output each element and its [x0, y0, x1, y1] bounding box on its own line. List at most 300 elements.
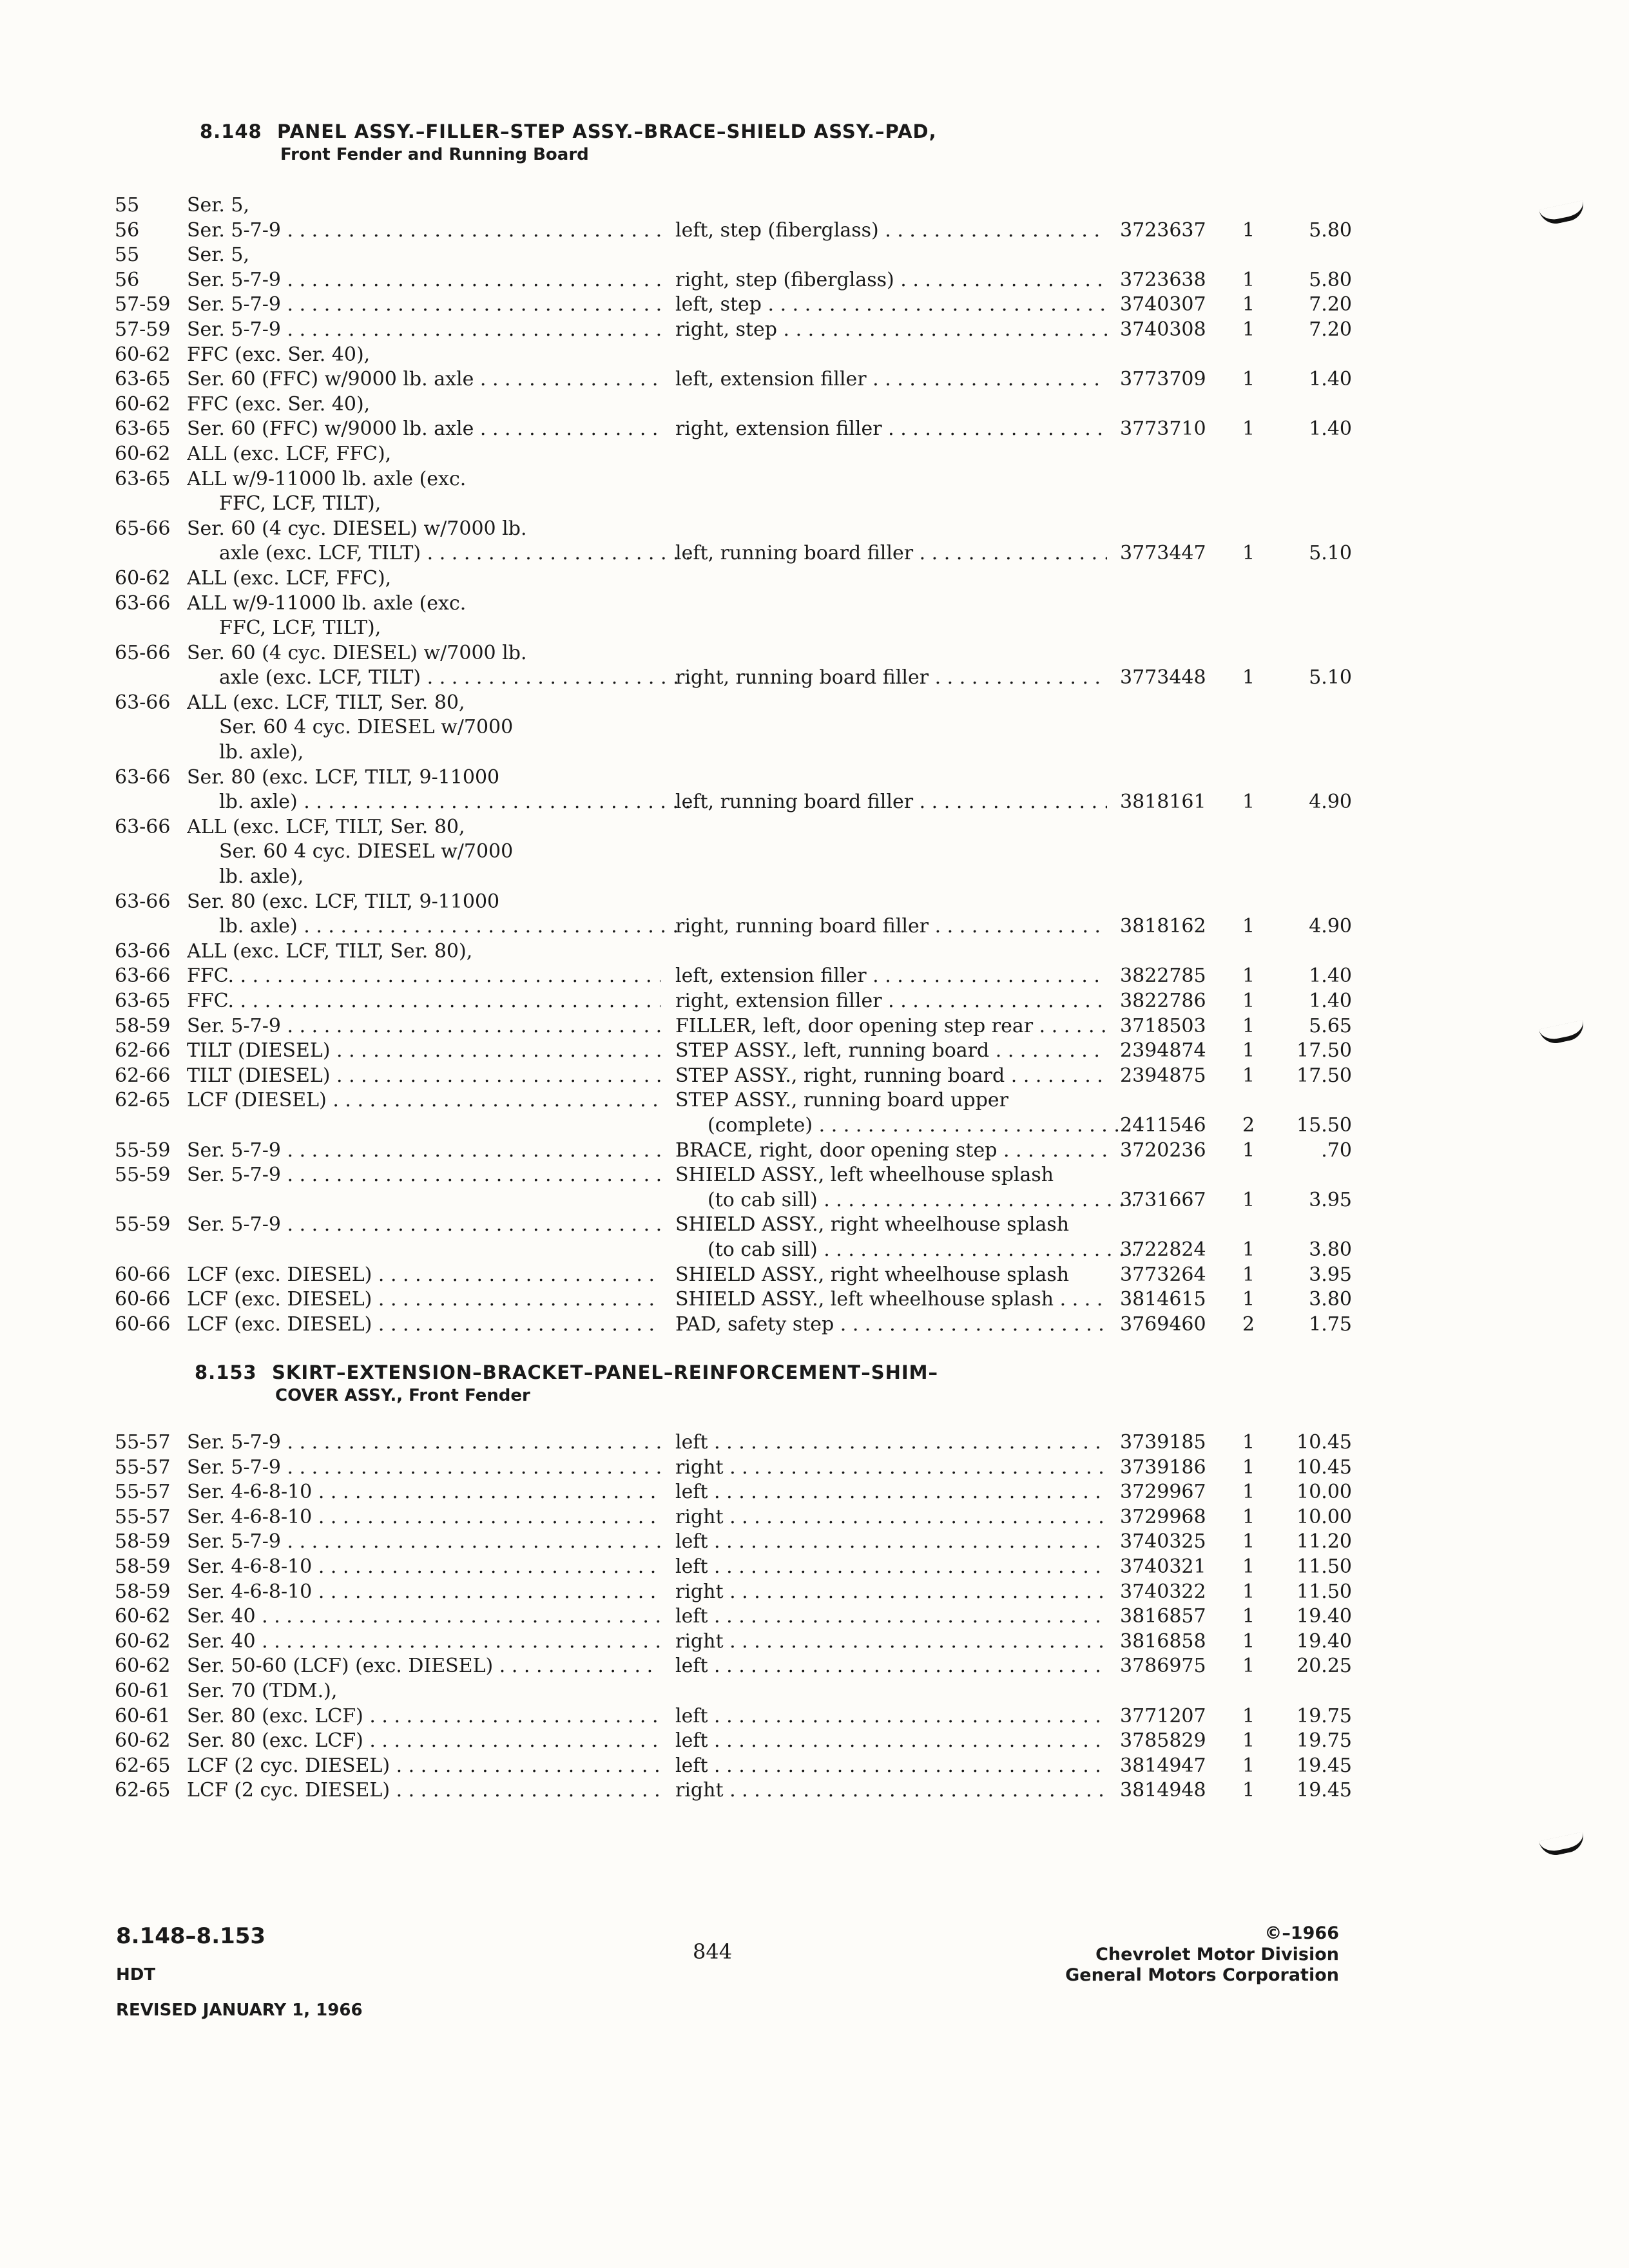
- table-row: [115, 1654, 1352, 1679]
- quantity-cell: 1: [1242, 1039, 1255, 1062]
- year-cell: 58-59: [115, 1530, 171, 1553]
- year-cell: 63-65: [115, 418, 171, 441]
- table-row: [115, 1088, 1268, 1113]
- description-cell: right, running board filler . . .: [675, 914, 1107, 939]
- model-cell: ALL w/9-11000 lb. axle (exc.: [187, 467, 467, 490]
- part-number-cell: 3731667: [1120, 1188, 1206, 1211]
- year-cell: 55-59: [115, 1213, 171, 1236]
- quantity-cell: 1: [1242, 915, 1255, 938]
- page-number: 844: [693, 1939, 733, 1964]
- table-row: [115, 591, 1268, 617]
- year-cell: 60-62: [115, 566, 171, 590]
- table-row: [115, 193, 1268, 218]
- quantity-cell: 1: [1242, 1530, 1255, 1553]
- table-row: [115, 989, 1352, 1014]
- part-number-cell: 3773447: [1120, 542, 1206, 565]
- price-cell: 11.50: [1296, 1580, 1352, 1603]
- price-cell: 3.95: [1309, 1263, 1352, 1286]
- model-cell: Ser. 5-7-9 . . .: [187, 1456, 660, 1481]
- price-cell: 3.95: [1309, 1188, 1352, 1211]
- year-cell: 60-61: [115, 1679, 171, 1702]
- quantity-cell: 2: [1242, 1113, 1255, 1137]
- description-cell: left . . .: [675, 1430, 1107, 1456]
- model-cell: Ser. 60 (FFC) w/9000 lb. axle . . .: [187, 417, 660, 442]
- model-cell: Ser. 40 . . .: [187, 1629, 660, 1655]
- description-cell: SHIELD ASSY., right wheelhouse splash: [675, 1213, 1070, 1236]
- parts-table-8-148: [115, 193, 1352, 1337]
- quantity-cell: 1: [1242, 1555, 1255, 1578]
- binding-mark: [1539, 1020, 1586, 1046]
- footer-range: 8.148–8.153: [116, 1923, 266, 1949]
- quantity-cell: 1: [1242, 1704, 1255, 1727]
- table-row: [115, 343, 1268, 368]
- table-row: [115, 1312, 1352, 1338]
- model-cell: lb. axle),: [219, 741, 304, 764]
- model-cell: TILT (DIESEL) . . .: [187, 1039, 660, 1064]
- year-cell: 63-65: [115, 467, 171, 490]
- model-cell: Ser. 4-6-8-10 . . .: [187, 1580, 660, 1605]
- model-cell: lb. axle) . . .: [187, 790, 693, 815]
- price-cell: 1.40: [1309, 990, 1352, 1012]
- table-row: [115, 541, 1352, 566]
- part-number-cell: 3818162: [1120, 915, 1206, 938]
- year-cell: 60-62: [115, 1729, 171, 1753]
- table-row: [115, 1139, 1352, 1164]
- year-cell: 60-62: [115, 392, 171, 416]
- table-row: [115, 865, 1268, 890]
- year-cell: 63-65: [115, 990, 171, 1012]
- price-cell: 3.80: [1309, 1288, 1352, 1311]
- description-cell: left, extension filler . . .: [675, 367, 1107, 392]
- model-cell: ALL (exc. LCF, FFC),: [187, 442, 392, 465]
- year-cell: 55-59: [115, 1139, 171, 1162]
- table-row: [115, 318, 1352, 343]
- quantity-cell: 1: [1242, 1188, 1255, 1211]
- model-cell: LCF (DIESEL) . . .: [187, 1088, 660, 1113]
- table-row: [115, 1213, 1268, 1238]
- table-row: [115, 1430, 1352, 1456]
- table-row: [115, 417, 1352, 442]
- year-cell: 60-61: [115, 1704, 171, 1727]
- description-cell: left . . .: [675, 1654, 1107, 1679]
- description-cell: right . . .: [675, 1505, 1107, 1530]
- footer-corp: General Motors Corporation: [1065, 1965, 1339, 1985]
- table-row: [115, 641, 1268, 666]
- year-cell: 60-62: [115, 1629, 171, 1653]
- year-cell: 60-62: [115, 343, 171, 366]
- model-cell: Ser. 4-6-8-10 . . .: [187, 1505, 660, 1530]
- year-cell: 63-66: [115, 939, 171, 963]
- year-cell: 62-65: [115, 1754, 171, 1777]
- quantity-cell: 1: [1242, 791, 1255, 814]
- table-row: [115, 790, 1352, 815]
- price-cell: 1.40: [1309, 368, 1352, 391]
- quantity-cell: 1: [1242, 1288, 1255, 1311]
- description-cell: SHIELD ASSY., right wheelhouse splash: [675, 1263, 1070, 1286]
- quantity-cell: 1: [1242, 1655, 1255, 1678]
- model-cell: ALL (exc. LCF, TILT, Ser. 80,: [187, 691, 465, 714]
- section-title-8-153: 8.153 SKIRT–EXTENSION–BRACKET–PANEL–REINFORCEMENT–SHIM– COVER ASSY., Front Fender: [195, 1361, 938, 1407]
- part-number-cell: 3740322: [1120, 1580, 1206, 1603]
- part-number-cell: 3816858: [1120, 1629, 1206, 1653]
- model-cell: axle (exc. LCF, TILT) . . .: [187, 666, 693, 691]
- part-number-cell: 3723637: [1120, 218, 1206, 242]
- description-cell: right, running board filler . . .: [675, 666, 1107, 691]
- model-cell: Ser. 4-6-8-10 . . .: [187, 1555, 660, 1580]
- model-cell: Ser. 5-7-9 . . .: [187, 1430, 660, 1456]
- year-cell: 60-66: [115, 1312, 171, 1336]
- part-number-cell: 3773448: [1120, 666, 1206, 689]
- year-cell: 58-59: [115, 1555, 171, 1578]
- price-cell: 19.45: [1296, 1754, 1352, 1777]
- part-number-cell: 3771207: [1120, 1704, 1206, 1727]
- part-number-cell: 3723638: [1120, 268, 1206, 291]
- price-cell: 10.45: [1296, 1456, 1352, 1479]
- quantity-cell: 1: [1242, 268, 1255, 291]
- table-row: [115, 1754, 1352, 1779]
- description-cell: left . . .: [675, 1704, 1107, 1729]
- year-cell: 63-66: [115, 591, 171, 615]
- table-row: [115, 1456, 1352, 1481]
- price-cell: 5.10: [1309, 666, 1352, 689]
- model-cell: Ser. 40 . . .: [187, 1604, 660, 1629]
- description-cell: left . . .: [675, 1480, 1107, 1505]
- description-cell: SHIELD ASSY., left wheelhouse splash: [675, 1164, 1054, 1187]
- table-row: [115, 890, 1268, 915]
- quantity-cell: 1: [1242, 1629, 1255, 1653]
- description-cell: PAD, safety step . . .: [675, 1312, 1107, 1338]
- model-cell: LCF (exc. DIESEL) . . .: [187, 1287, 660, 1312]
- model-cell: Ser. 5,: [187, 244, 250, 267]
- price-cell: 17.50: [1296, 1064, 1352, 1087]
- description-cell: right, step . . .: [675, 318, 1107, 343]
- table-row: [115, 566, 1268, 591]
- part-number-cell: 3816857: [1120, 1605, 1206, 1628]
- model-cell: Ser. 60 (4 cyc. DIESEL) w/7000 lb.: [187, 641, 527, 664]
- model-cell: ALL w/9-11000 lb. axle (exc.: [187, 591, 467, 615]
- year-cell: 60-66: [115, 1288, 171, 1311]
- model-cell: Ser. 60 (FFC) w/9000 lb. axle . . .: [187, 367, 660, 392]
- table-row: [115, 243, 1268, 268]
- price-cell: 5.80: [1309, 218, 1352, 242]
- section-title-8-148: 8.148 PANEL ASSY.–FILLER–STEP ASSY.–BRACE–SHIELD ASSY.–PAD, Front Fender and Running Board: [200, 120, 937, 166]
- table-row: [115, 691, 1268, 716]
- year-cell: 55-59: [115, 1164, 171, 1187]
- description-cell: STEP ASSY., right, running board . . .: [675, 1064, 1107, 1089]
- part-number-cell: 3822786: [1120, 990, 1206, 1012]
- year-cell: 65-66: [115, 517, 171, 540]
- model-cell: axle (exc. LCF, TILT) . . .: [187, 541, 693, 566]
- part-number-cell: 3740308: [1120, 318, 1206, 341]
- price-cell: 5.80: [1309, 268, 1352, 291]
- part-number-cell: 3814947: [1120, 1754, 1206, 1777]
- price-cell: 4.90: [1309, 915, 1352, 938]
- quantity-cell: 1: [1242, 368, 1255, 391]
- table-row: [115, 268, 1352, 293]
- part-number-cell: 3729968: [1120, 1505, 1206, 1528]
- table-row: [115, 442, 1268, 467]
- model-cell: Ser. 50-60 (LCF) (exc. DIESEL) . . .: [187, 1654, 660, 1679]
- description-cell: FILLER, left, door opening step rear . . .: [675, 1014, 1107, 1039]
- description-cell: BRACE, right, door opening step . . .: [675, 1139, 1107, 1164]
- year-cell: 62-66: [115, 1064, 171, 1087]
- quantity-cell: 1: [1242, 218, 1255, 242]
- part-number-cell: 3769460: [1120, 1312, 1206, 1336]
- part-number-cell: 3718503: [1120, 1014, 1206, 1037]
- quantity-cell: 1: [1242, 965, 1255, 988]
- quantity-cell: 1: [1242, 990, 1255, 1012]
- table-row: [115, 1480, 1352, 1505]
- description-cell: right . . .: [675, 1580, 1107, 1605]
- price-cell: 20.25: [1296, 1655, 1352, 1678]
- price-cell: 1.75: [1309, 1312, 1352, 1336]
- quantity-cell: 1: [1242, 1481, 1255, 1504]
- part-number-cell: 3773709: [1120, 368, 1206, 391]
- table-row: [115, 1729, 1352, 1754]
- table-row: [115, 1505, 1352, 1530]
- year-cell: 60-62: [115, 1605, 171, 1628]
- model-cell: FFC, LCF, TILT),: [219, 617, 381, 640]
- model-cell: LCF (2 cyc. DIESEL) . . .: [187, 1778, 660, 1803]
- part-number-cell: 3740307: [1120, 293, 1206, 316]
- table-row: [115, 1704, 1352, 1729]
- model-cell: lb. axle) . . .: [187, 914, 693, 939]
- description-cell: left . . .: [675, 1754, 1107, 1779]
- price-cell: 17.50: [1296, 1039, 1352, 1062]
- description-cell: left . . .: [675, 1555, 1107, 1580]
- quantity-cell: 1: [1242, 1505, 1255, 1528]
- year-cell: 63-65: [115, 368, 171, 391]
- quantity-cell: 1: [1242, 1580, 1255, 1603]
- table-row: [115, 293, 1352, 318]
- year-cell: 58-59: [115, 1580, 171, 1603]
- quantity-cell: 1: [1242, 1139, 1255, 1162]
- model-cell: Ser. 5-7-9 . . .: [187, 1530, 660, 1555]
- table-row: [115, 939, 1268, 965]
- price-cell: 19.75: [1296, 1704, 1352, 1727]
- model-cell: FFC, LCF, TILT),: [219, 492, 381, 515]
- price-cell: .70: [1321, 1139, 1352, 1162]
- price-cell: 15.50: [1296, 1113, 1352, 1137]
- part-number-cell: 3814948: [1120, 1779, 1206, 1802]
- price-cell: 5.10: [1309, 542, 1352, 565]
- price-cell: 4.90: [1309, 791, 1352, 814]
- description-cell: right, extension filler . . .: [675, 989, 1107, 1014]
- year-cell: 60-62: [115, 1655, 171, 1678]
- model-cell: Ser. 4-6-8-10 . . .: [187, 1480, 660, 1505]
- quantity-cell: 1: [1242, 1431, 1255, 1454]
- part-number-cell: 3814615: [1120, 1288, 1206, 1311]
- year-cell: 55: [115, 194, 140, 216]
- quantity-cell: 1: [1242, 1729, 1255, 1753]
- table-row: [115, 1188, 1352, 1213]
- model-cell: Ser. 60 4 cyc. DIESEL w/7000: [219, 840, 514, 863]
- table-row: [115, 1263, 1352, 1288]
- table-row: [115, 1604, 1352, 1629]
- year-cell: 55-57: [115, 1481, 171, 1504]
- model-cell: Ser. 5-7-9 . . .: [187, 1139, 660, 1164]
- year-cell: 62-66: [115, 1039, 171, 1062]
- part-number-cell: 3739186: [1120, 1456, 1206, 1479]
- table-row: [115, 1287, 1352, 1312]
- footer-division: Chevrolet Motor Division: [1095, 1945, 1339, 1965]
- year-cell: 57-59: [115, 293, 171, 316]
- description-cell: right, extension filler . . .: [675, 417, 1107, 442]
- model-cell: Ser. 60 (4 cyc. DIESEL) w/7000 lb.: [187, 517, 527, 540]
- model-cell: Ser. 5-7-9 . . .: [187, 293, 660, 318]
- year-cell: 55: [115, 244, 140, 267]
- price-cell: 1.40: [1309, 965, 1352, 988]
- table-row: [115, 840, 1268, 865]
- price-cell: 19.75: [1296, 1729, 1352, 1753]
- price-cell: 7.20: [1309, 293, 1352, 316]
- description-cell: left, running board filler . . .: [675, 790, 1107, 815]
- part-number-cell: 3740321: [1120, 1555, 1206, 1578]
- part-number-cell: 3729967: [1120, 1481, 1206, 1504]
- description-cell: right . . .: [675, 1629, 1107, 1655]
- model-cell: lb. axle),: [219, 865, 304, 889]
- description-cell: (to cab sill) . . .: [675, 1188, 1139, 1213]
- model-cell: Ser. 5-7-9 . . .: [187, 1014, 660, 1039]
- description-cell: left, step (fiberglass) . . .: [675, 218, 1107, 244]
- model-cell: Ser. 5-7-9 . . .: [187, 1163, 660, 1188]
- table-row: [115, 1238, 1352, 1263]
- table-row: [115, 914, 1352, 939]
- quantity-cell: 1: [1242, 1605, 1255, 1628]
- part-number-cell: 3818161: [1120, 791, 1206, 814]
- description-cell: (complete) . . .: [675, 1113, 1139, 1139]
- model-cell: Ser. 5,: [187, 194, 250, 216]
- table-row: [115, 1014, 1352, 1039]
- table-row: [115, 1629, 1352, 1655]
- model-cell: Ser. 5-7-9 . . .: [187, 268, 660, 293]
- part-number-cell: 2411546: [1120, 1113, 1206, 1137]
- table-row: [115, 492, 1268, 517]
- part-number-cell: 3786975: [1120, 1655, 1206, 1678]
- table-row: [115, 1064, 1352, 1089]
- description-cell: left . . .: [675, 1729, 1107, 1754]
- year-cell: 58-59: [115, 1014, 171, 1037]
- model-cell: Ser. 80 (exc. LCF, TILT, 9-11000: [187, 765, 500, 789]
- section-subtitle: Front Fender and Running Board: [280, 145, 589, 164]
- model-cell: ALL (exc. LCF, FFC),: [187, 566, 392, 590]
- table-row: [115, 1530, 1352, 1555]
- year-cell: 55-57: [115, 1456, 171, 1479]
- model-cell: FFC. . . .: [187, 964, 660, 989]
- model-cell: Ser. 5-7-9 . . .: [187, 318, 660, 343]
- price-cell: 3.80: [1309, 1238, 1352, 1261]
- part-number-cell: 3822785: [1120, 965, 1206, 988]
- quantity-cell: 1: [1242, 542, 1255, 565]
- description-cell: SHIELD ASSY., left wheelhouse splash . . .: [675, 1287, 1107, 1312]
- year-cell: 63-66: [115, 815, 171, 838]
- part-number-cell: 3722824: [1120, 1238, 1206, 1261]
- binding-mark: [1539, 1832, 1586, 1858]
- table-row: [115, 1778, 1352, 1803]
- description-cell: (to cab sill) . . .: [675, 1238, 1139, 1263]
- model-cell: LCF (2 cyc. DIESEL) . . .: [187, 1754, 660, 1779]
- quantity-cell: 1: [1242, 418, 1255, 441]
- year-cell: 62-65: [115, 1089, 171, 1112]
- part-number-cell: 3773710: [1120, 418, 1206, 441]
- model-cell: Ser. 80 (exc. LCF) . . .: [187, 1704, 660, 1729]
- footer-copyright: ©–1966: [1264, 1923, 1339, 1943]
- part-number-cell: 2394874: [1120, 1039, 1206, 1062]
- table-row: [115, 715, 1268, 740]
- part-number-cell: 3720236: [1120, 1139, 1206, 1162]
- table-row: [115, 1679, 1268, 1704]
- model-cell: Ser. 80 (exc. LCF, TILT, 9-11000: [187, 890, 500, 913]
- model-cell: Ser. 70 (TDM.),: [187, 1679, 338, 1702]
- price-cell: 5.65: [1309, 1014, 1352, 1037]
- quantity-cell: 1: [1242, 1456, 1255, 1479]
- table-row: [115, 666, 1352, 691]
- quantity-cell: 1: [1242, 318, 1255, 341]
- quantity-cell: 1: [1242, 666, 1255, 689]
- table-row: [115, 964, 1352, 989]
- description-cell: STEP ASSY., left, running board . . .: [675, 1039, 1107, 1064]
- table-row: [115, 815, 1268, 840]
- table-row: [115, 367, 1352, 392]
- price-cell: 10.00: [1296, 1481, 1352, 1504]
- year-cell: 60-66: [115, 1263, 171, 1286]
- table-row: [115, 1039, 1352, 1064]
- table-row: [115, 1555, 1352, 1580]
- price-cell: 7.20: [1309, 318, 1352, 341]
- price-cell: 11.50: [1296, 1555, 1352, 1578]
- description-cell: left, extension filler . . .: [675, 964, 1107, 989]
- year-cell: 56: [115, 218, 140, 242]
- year-cell: 55-57: [115, 1431, 171, 1454]
- footer-code: HDT: [116, 1965, 156, 1984]
- year-cell: 57-59: [115, 318, 171, 341]
- price-cell: 1.40: [1309, 418, 1352, 441]
- price-cell: 19.40: [1296, 1629, 1352, 1653]
- model-cell: LCF (exc. DIESEL) . . .: [187, 1312, 660, 1338]
- model-cell: Ser. 60 4 cyc. DIESEL w/7000: [219, 716, 514, 739]
- quantity-cell: 1: [1242, 1754, 1255, 1777]
- quantity-cell: 1: [1242, 1014, 1255, 1037]
- model-cell: LCF (exc. DIESEL) . . .: [187, 1263, 660, 1288]
- year-cell: 63-66: [115, 765, 171, 789]
- quantity-cell: 1: [1242, 1263, 1255, 1286]
- price-cell: 10.45: [1296, 1431, 1352, 1454]
- quantity-cell: 2: [1242, 1312, 1255, 1336]
- model-cell: FFC (exc. Ser. 40),: [187, 343, 371, 366]
- part-number-cell: 3740325: [1120, 1530, 1206, 1553]
- year-cell: 62-65: [115, 1779, 171, 1802]
- year-cell: 60-62: [115, 442, 171, 465]
- price-cell: 19.40: [1296, 1605, 1352, 1628]
- model-cell: Ser. 80 (exc. LCF) . . .: [187, 1729, 660, 1754]
- part-number-cell: 3773264: [1120, 1263, 1206, 1286]
- quantity-cell: 1: [1242, 293, 1255, 316]
- model-cell: FFC. . . .: [187, 989, 660, 1014]
- model-cell: ALL (exc. LCF, TILT, Ser. 80),: [187, 939, 473, 963]
- model-cell: TILT (DIESEL) . . .: [187, 1064, 660, 1089]
- table-row: [115, 616, 1268, 641]
- model-cell: ALL (exc. LCF, TILT, Ser. 80,: [187, 815, 465, 838]
- parts-table-8-153: [115, 1430, 1352, 1803]
- year-cell: 55-57: [115, 1505, 171, 1528]
- quantity-cell: 1: [1242, 1064, 1255, 1087]
- price-cell: 11.20: [1296, 1530, 1352, 1553]
- footer-revised: REVISED JANUARY 1, 1966: [116, 2001, 363, 2020]
- table-row: [115, 1163, 1268, 1188]
- description-cell: left . . .: [675, 1530, 1107, 1555]
- part-number-cell: 3785829: [1120, 1729, 1206, 1753]
- description-cell: left . . .: [675, 1604, 1107, 1629]
